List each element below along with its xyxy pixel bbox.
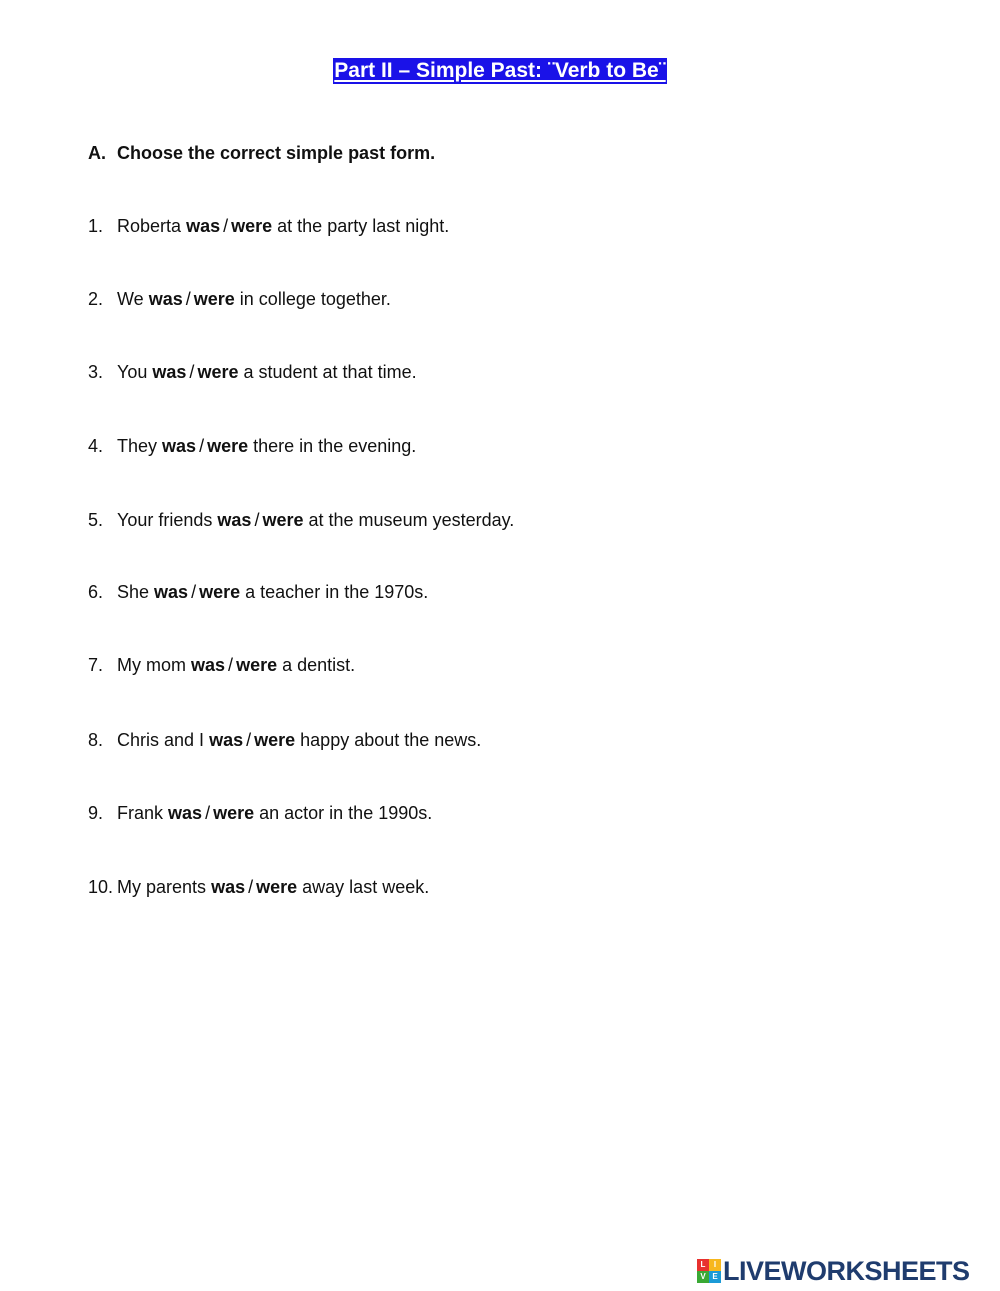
item-pre-text: Your friends [117, 510, 213, 530]
item-number: 8. [88, 730, 104, 750]
option-were[interactable]: were [193, 289, 235, 309]
item-post-text: a student at that time. [243, 362, 417, 382]
option-were[interactable]: were [236, 655, 278, 675]
option-separator: / [248, 877, 254, 897]
option-separator: / [191, 582, 197, 602]
item-number: 4. [88, 436, 104, 456]
option-separator: / [185, 289, 191, 309]
option-was[interactable]: was [217, 510, 252, 530]
logo-icon-cell: L [697, 1259, 709, 1271]
item-pre-text: Chris and I [117, 730, 205, 750]
exercise-item [88, 509, 514, 531]
option-separator: / [254, 510, 260, 530]
option-was[interactable]: was [209, 730, 244, 750]
logo-icon-cell: E [709, 1271, 721, 1283]
instruction [88, 142, 435, 164]
option-separator: / [228, 655, 234, 675]
item-post-text: a teacher in the 1970s. [245, 582, 429, 602]
item-pre-text: Frank [117, 803, 164, 823]
exercise-item [88, 802, 432, 824]
option-separator: / [246, 730, 252, 750]
option-were[interactable]: were [207, 436, 249, 456]
item-pre-text: We [117, 289, 144, 309]
option-were[interactable]: were [254, 730, 296, 750]
item-pre-text: Roberta [117, 216, 182, 236]
option-separator: / [189, 362, 195, 382]
option-was[interactable]: was [148, 289, 183, 309]
item-number: 5. [88, 510, 104, 530]
item-number: 9. [88, 803, 104, 823]
item-number: 3. [88, 362, 104, 382]
exercise-item [88, 581, 428, 603]
item-number: 1. [88, 216, 104, 236]
item-number: 2. [88, 289, 104, 309]
option-were[interactable]: were [262, 510, 304, 530]
item-pre-text: You [117, 362, 148, 382]
page-title: Part II – Simple Past: ¨Verb to Be¨ [333, 58, 666, 86]
option-was[interactable]: was [154, 582, 189, 602]
item-number: 6. [88, 582, 104, 602]
exercise-item [88, 654, 355, 676]
title-container [0, 58, 1000, 86]
item-post-text: an actor in the 1990s. [259, 803, 433, 823]
item-post-text: a dentist. [282, 655, 356, 675]
option-separator: / [199, 436, 205, 456]
item-number: 10. [88, 877, 114, 897]
item-post-text: away last week. [302, 877, 430, 897]
option-was[interactable]: was [168, 803, 203, 823]
exercise-item [88, 435, 416, 457]
item-pre-text: They [117, 436, 158, 456]
logo-icon-cell: V [697, 1271, 709, 1283]
option-was[interactable]: was [162, 436, 197, 456]
option-was[interactable]: was [191, 655, 226, 675]
liveworksheets-logo [697, 1256, 970, 1286]
option-were[interactable]: were [256, 877, 298, 897]
item-post-text: at the party last night. [277, 216, 450, 236]
exercise-item [88, 876, 429, 898]
exercise-item [88, 215, 449, 237]
exercise-item [88, 288, 391, 310]
logo-text: LIVEWORKSHEETS [723, 1256, 970, 1286]
item-post-text: there in the evening. [253, 436, 417, 456]
instruction-letter: A. [88, 143, 106, 163]
option-was[interactable]: was [152, 362, 187, 382]
instruction-text: Choose the correct simple past form. [117, 143, 436, 163]
option-was[interactable]: was [186, 216, 221, 236]
option-was[interactable]: was [211, 877, 246, 897]
option-separator: / [223, 216, 229, 236]
item-post-text: happy about the news. [300, 730, 482, 750]
option-were[interactable]: were [231, 216, 273, 236]
logo-icon [697, 1259, 721, 1283]
exercise-item [88, 361, 417, 383]
item-number: 7. [88, 655, 104, 675]
option-separator: / [205, 803, 211, 823]
item-pre-text: My mom [117, 655, 186, 675]
option-were[interactable]: were [197, 362, 239, 382]
item-pre-text: My parents [117, 877, 207, 897]
item-post-text: in college together. [239, 289, 391, 309]
item-pre-text: She [117, 582, 150, 602]
exercise-item [88, 729, 481, 751]
option-were[interactable]: were [213, 803, 255, 823]
option-were[interactable]: were [199, 582, 241, 602]
item-post-text: at the museum yesterday. [308, 510, 515, 530]
logo-icon-cell: I [709, 1259, 721, 1271]
